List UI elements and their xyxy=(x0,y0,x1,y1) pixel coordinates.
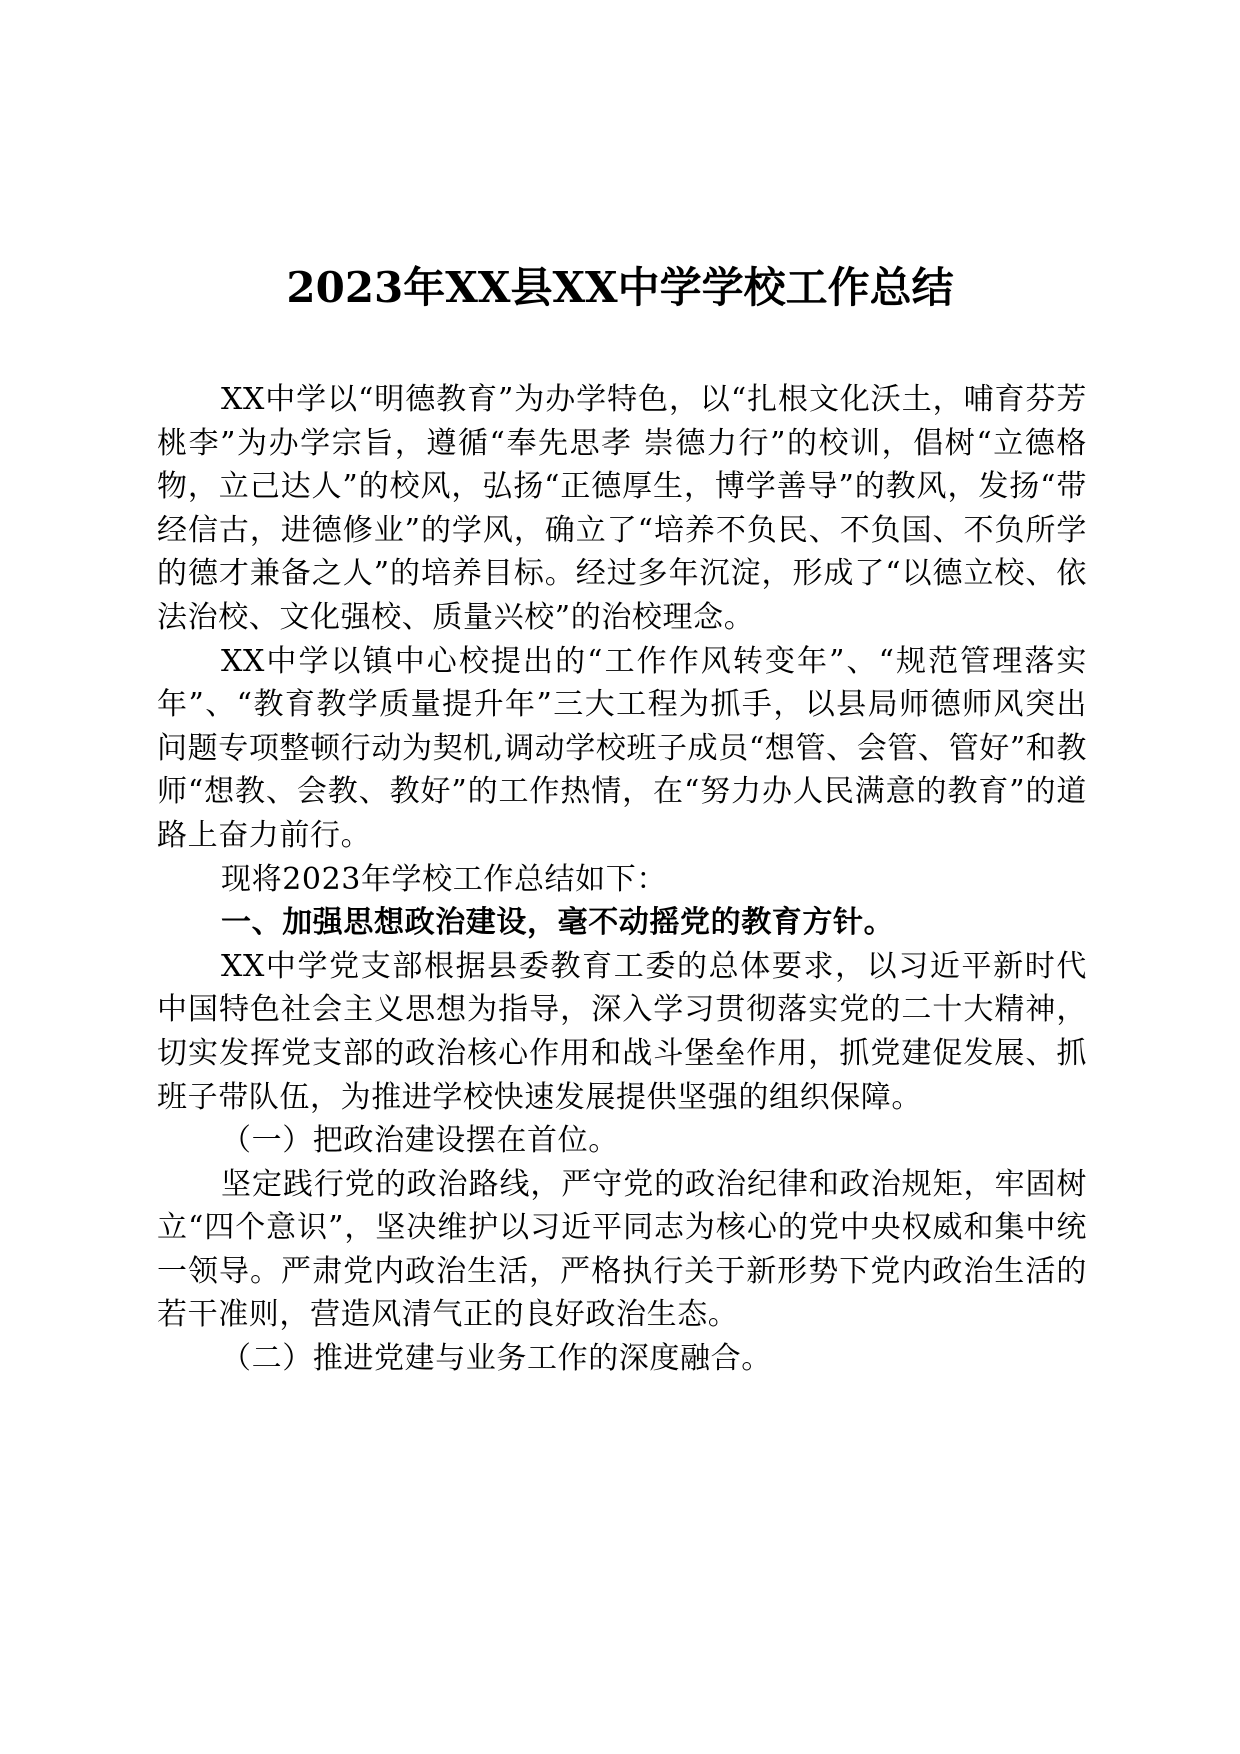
summary-intro-paragraph: 现将2023年学校工作总结如下： xyxy=(221,861,667,897)
section-heading-1: 一、加强思想政治建设，毫不动摇党的教育方针。 xyxy=(221,905,895,941)
party-branch-paragraph: XX中学党支部根据县委教育工委的总体要求，以习近平新时代中国特色社会主义思想为指导，深入学习贯彻落实党的二十大精神，切实发挥党支部的政治核心作用和战斗堡垒作用，抓党建促发展、抓班子带队伍，为推进学校快速发展提供坚强的组织保障。 xyxy=(157,948,1087,1115)
subsection-heading-2: （二）推进党建与业务工作的深度融合。 xyxy=(221,1341,772,1377)
document-title: 2023年XX县XX中学学校工作总结 xyxy=(286,263,954,312)
political-line-paragraph: 坚定践行党的政治路线，严守党的政治纪律和政治规矩，牢固树立“四个意识”，坚决维护以习近平同志为核心的党中央权威和集中统一领导。严肃党内政治生活，严格执行关于新形势下党内政治生活的若干准则，营造风清气正的良好政治生态。 xyxy=(157,1166,1087,1333)
intro-paragraph: XX中学以“明德教育”为办学特色，以“扎根文化沃土，哺育芬芳桃李”为办学宗旨，遵循“奉先思孝 崇德力行”的校训，倡树“立德格物，立己达人”的校风，弘扬“正德厚生，博学善导”的教风，发扬“带经信古，进德修业”的学风，确立了“培养不负民、不负国、不负所学的德才兼备之人”的培养目标。经过多年沉淀，形成了“以德立校、依法治校、文化强校、质量兴校”的治校理念。 xyxy=(157,382,1087,635)
work-focus-paragraph: XX中学以镇中心校提出的“工作作风转变年”、“规范管理落实年”、“教育教学质量提升年”三大工程为抓手，以县局师德师风突出问题专项整顿行动为契机,调动学校班子成员“想管、会管、管好”和教师“想教、会教、教好”的工作热情，在“努力办人民满意的教育”的道路上奋力前行。 xyxy=(157,643,1087,853)
document-body xyxy=(157,378,1087,1381)
subsection-heading-1: （一）把政治建设摆在首位。 xyxy=(221,1123,619,1159)
